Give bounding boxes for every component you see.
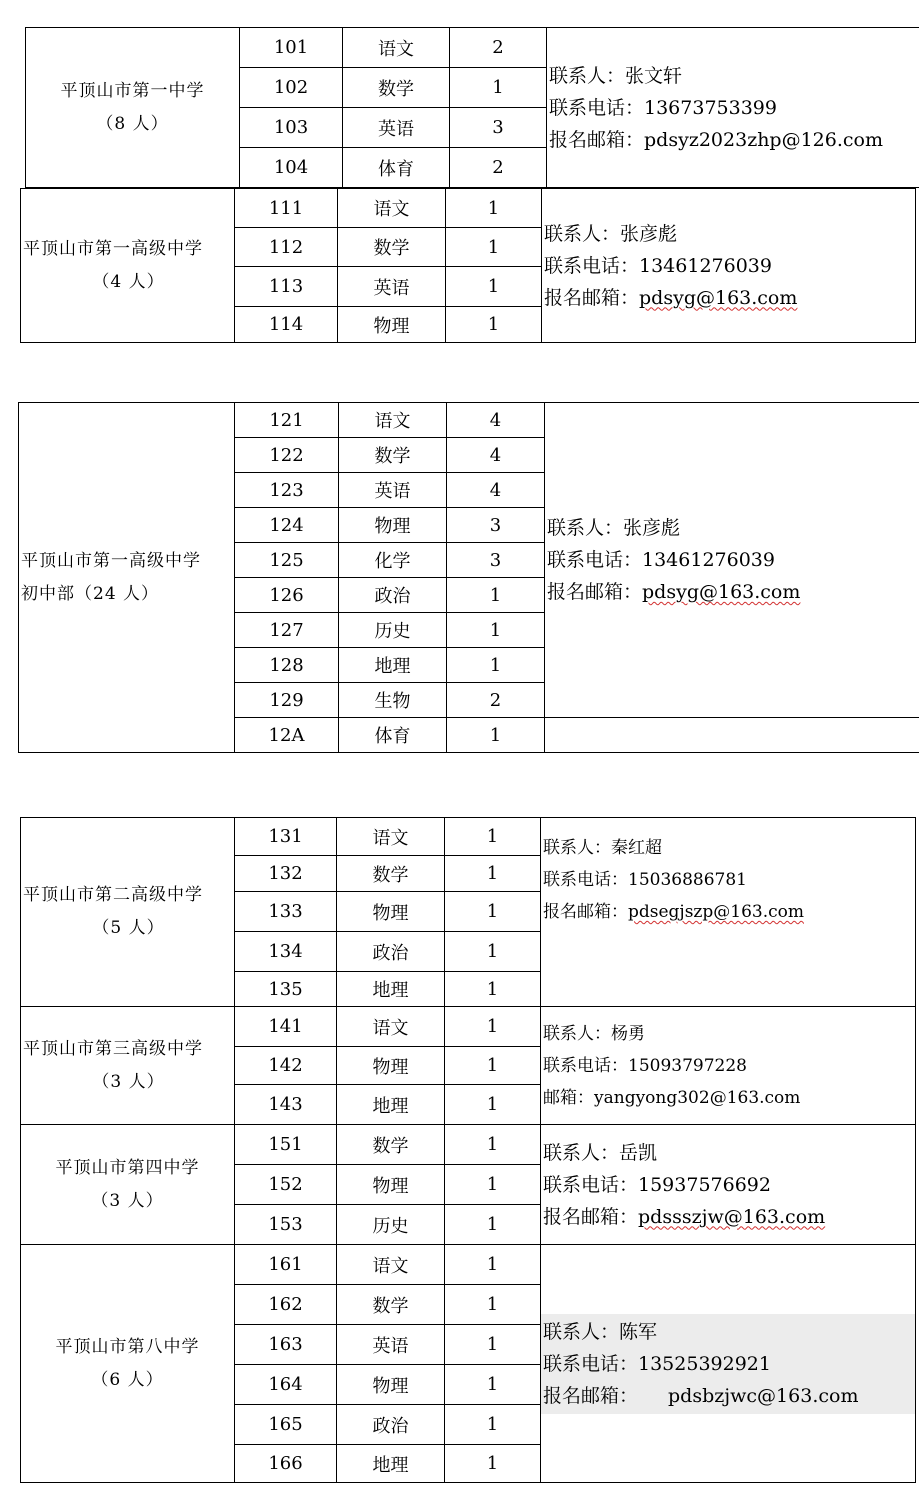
contact-phone: 联系电话：13525392921 — [543, 1352, 771, 1375]
position-code: 125 — [235, 543, 339, 578]
position-count: 1 — [446, 307, 542, 343]
subject: 英语 — [343, 108, 450, 148]
email-label: 报名邮箱： — [543, 1205, 639, 1228]
email-label: 邮箱： — [543, 1087, 594, 1108]
school-table-3 — [18, 402, 919, 753]
position-count: 1 — [447, 718, 545, 753]
email-address: pdsyz2023zhp@126.com — [644, 128, 883, 151]
subject: 物理 — [339, 508, 447, 543]
subject: 英语 — [338, 267, 446, 307]
school-name: 平顶山市第三高级中学 — [23, 1038, 203, 1059]
subject: 物理 — [337, 1165, 445, 1205]
subject: 物理 — [337, 1365, 445, 1405]
subject: 语文 — [337, 818, 445, 856]
position-count: 4 — [447, 438, 545, 473]
school-name-cell — [21, 818, 235, 1007]
position-code: 112 — [235, 228, 338, 267]
school-name: 平顶山市第八中学 — [55, 1336, 200, 1357]
subject: 语文 — [338, 189, 446, 228]
position-code: 133 — [235, 892, 337, 932]
email-address: pdssszjw@163.com — [638, 1205, 826, 1228]
subject: 体育 — [339, 718, 447, 753]
position-count: 1 — [445, 1205, 541, 1245]
contact-person: 联系人：张彦彪 — [544, 222, 678, 245]
position-code: 152 — [235, 1165, 337, 1205]
subject: 英语 — [339, 473, 447, 508]
contact-person: 联系人：张文轩 — [549, 64, 683, 87]
subject: 语文 — [339, 403, 447, 438]
subject: 政治 — [339, 578, 447, 613]
subject: 数学 — [337, 1285, 445, 1325]
position-count: 1 — [447, 578, 545, 613]
school-count: （3 人） — [91, 1190, 164, 1211]
position-code: 141 — [235, 1007, 337, 1047]
contact-cell — [542, 189, 916, 343]
position-count: 1 — [445, 1085, 541, 1125]
position-code: 142 — [235, 1047, 337, 1085]
position-count: 1 — [445, 932, 541, 972]
school-name: 平顶山市第一中学 — [60, 80, 205, 101]
position-code: 114 — [235, 307, 338, 343]
school-count: （8 人） — [96, 113, 169, 134]
subject: 语文 — [337, 1245, 445, 1285]
school-name: 平顶山市第二高级中学 — [23, 885, 203, 905]
position-count: 3 — [447, 543, 545, 578]
position-code: 123 — [235, 473, 339, 508]
subject: 生物 — [339, 683, 447, 718]
school-count: （6 人） — [91, 1369, 164, 1390]
contact-shaded-box — [541, 1314, 916, 1414]
email-label: 报名邮箱： — [544, 286, 640, 309]
position-count: 1 — [445, 1365, 541, 1405]
position-count: 1 — [445, 1405, 541, 1445]
school-name-cell — [21, 189, 235, 343]
position-code: 111 — [235, 189, 338, 228]
email-address: yangyong302@163.com — [594, 1087, 801, 1108]
contact-cell — [545, 403, 919, 718]
position-code: 121 — [235, 403, 339, 438]
position-code: 127 — [235, 613, 339, 648]
position-count: 1 — [445, 1245, 541, 1285]
position-code: 153 — [235, 1205, 337, 1245]
position-code: 164 — [235, 1365, 337, 1405]
position-code: 12A — [235, 718, 339, 753]
position-count: 1 — [445, 1325, 541, 1365]
position-count: 1 — [446, 228, 542, 267]
position-count: 3 — [450, 108, 547, 148]
school-name-cell — [26, 28, 240, 188]
contact-phone: 联系电话：15937576692 — [543, 1173, 771, 1196]
position-code: 135 — [235, 972, 337, 1007]
subject: 数学 — [337, 1125, 445, 1165]
position-count: 1 — [445, 972, 541, 1007]
email-label: 报名邮箱： — [543, 1384, 639, 1407]
position-count: 4 — [447, 403, 545, 438]
position-code: 103 — [240, 108, 343, 148]
subject: 数学 — [337, 856, 445, 892]
position-code: 162 — [235, 1285, 337, 1325]
contact-email — [543, 896, 915, 928]
contact-person: 联系人：张彦彪 — [547, 517, 681, 539]
subject: 政治 — [337, 932, 445, 972]
position-code: 132 — [235, 856, 337, 892]
contact-cell — [541, 1245, 916, 1483]
position-count: 1 — [445, 818, 541, 856]
subject: 英语 — [337, 1325, 445, 1365]
subject: 物理 — [337, 892, 445, 932]
contact-phone: 联系电话：13461276039 — [544, 254, 772, 277]
position-code: 129 — [235, 683, 339, 718]
position-code: 104 — [240, 148, 343, 188]
school-table-1 — [25, 27, 919, 188]
email-address: pdsyg@163.com — [639, 286, 798, 309]
email-label: 报名邮箱： — [543, 902, 628, 922]
position-count: 1 — [445, 856, 541, 892]
contact-person: 联系人：秦红超 — [543, 838, 662, 858]
school-count: （5 人） — [92, 918, 165, 938]
position-count: 1 — [445, 1047, 541, 1085]
contact-cell — [541, 1007, 916, 1125]
position-count: 1 — [445, 892, 541, 932]
contact-email — [543, 1201, 915, 1233]
school-table-4 — [20, 817, 916, 1483]
position-code: 151 — [235, 1125, 337, 1165]
subject: 地理 — [337, 1085, 445, 1125]
email-label: 报名邮箱： — [547, 581, 643, 603]
subject: 地理 — [337, 1445, 445, 1483]
position-code: 131 — [235, 818, 337, 856]
contact-cell-empty — [545, 718, 919, 753]
position-count: 1 — [450, 68, 547, 108]
contact-email — [544, 282, 915, 314]
position-count: 1 — [445, 1445, 541, 1483]
school-name: 平顶山市第一高级中学 — [21, 550, 201, 571]
school-count: 初中部（24 人） — [21, 583, 160, 604]
subject: 体育 — [343, 148, 450, 188]
position-code: 165 — [235, 1405, 337, 1445]
school-name-cell — [21, 1245, 235, 1483]
position-code: 126 — [235, 578, 339, 613]
email-label: 报名邮箱： — [549, 128, 645, 151]
position-count: 1 — [445, 1285, 541, 1325]
contact-phone: 联系电话：13673753399 — [549, 96, 777, 119]
subject: 物理 — [338, 307, 446, 343]
position-count: 2 — [450, 28, 547, 68]
subject: 物理 — [337, 1047, 445, 1085]
position-code: 102 — [240, 68, 343, 108]
subject: 历史 — [339, 613, 447, 648]
email-address: pdsbzjwc@163.com — [668, 1384, 859, 1407]
school-name-cell — [21, 1125, 235, 1245]
position-count: 2 — [447, 683, 545, 718]
position-code: 113 — [235, 267, 338, 307]
position-count: 3 — [447, 508, 545, 543]
school-name-cell — [19, 403, 235, 753]
position-code: 101 — [240, 28, 343, 68]
school-name-cell — [21, 1007, 235, 1125]
school-count: （4 人） — [92, 271, 165, 292]
contact-email — [543, 1380, 916, 1412]
contact-cell — [541, 818, 916, 1007]
email-address: pdsyg@163.com — [642, 581, 801, 603]
subject: 数学 — [343, 68, 450, 108]
contact-phone: 联系电话：15093797228 — [543, 1055, 747, 1076]
email-address: pdsegjszp@163.com — [628, 902, 804, 922]
subject: 语文 — [343, 28, 450, 68]
contact-email — [549, 124, 919, 156]
position-count: 1 — [445, 1125, 541, 1165]
position-code: 128 — [235, 648, 339, 683]
subject: 政治 — [337, 1405, 445, 1445]
position-count: 2 — [450, 148, 547, 188]
position-code: 124 — [235, 508, 339, 543]
subject: 化学 — [339, 543, 447, 578]
position-code: 122 — [235, 438, 339, 473]
position-count: 1 — [445, 1165, 541, 1205]
school-table-2 — [20, 188, 916, 343]
position-code: 143 — [235, 1085, 337, 1125]
school-name: 平顶山市第四中学 — [55, 1157, 200, 1178]
position-code: 166 — [235, 1445, 337, 1483]
contact-phone: 联系电话：13461276039 — [547, 549, 775, 571]
school-name: 平顶山市第一高级中学 — [23, 238, 203, 259]
position-count: 1 — [446, 267, 542, 307]
subject: 数学 — [339, 438, 447, 473]
position-count: 4 — [447, 473, 545, 508]
contact-person: 联系人：岳凯 — [543, 1141, 658, 1164]
position-code: 163 — [235, 1325, 337, 1365]
position-count: 1 — [447, 613, 545, 648]
subject: 数学 — [338, 228, 446, 267]
subject: 地理 — [337, 972, 445, 1007]
position-count: 1 — [446, 189, 542, 228]
contact-person: 联系人：陈军 — [543, 1320, 658, 1343]
subject: 语文 — [337, 1007, 445, 1047]
subject: 地理 — [339, 648, 447, 683]
position-code: 134 — [235, 932, 337, 972]
school-count: （3 人） — [92, 1071, 165, 1092]
contact-cell — [547, 28, 919, 188]
contact-cell — [541, 1125, 916, 1245]
position-code: 161 — [235, 1245, 337, 1285]
contact-person: 联系人：杨勇 — [543, 1023, 645, 1044]
position-count: 1 — [445, 1007, 541, 1047]
subject: 历史 — [337, 1205, 445, 1245]
contact-phone: 联系电话：15036886781 — [543, 870, 747, 890]
position-count: 1 — [447, 648, 545, 683]
contact-email — [543, 1082, 915, 1114]
contact-email — [547, 576, 919, 608]
